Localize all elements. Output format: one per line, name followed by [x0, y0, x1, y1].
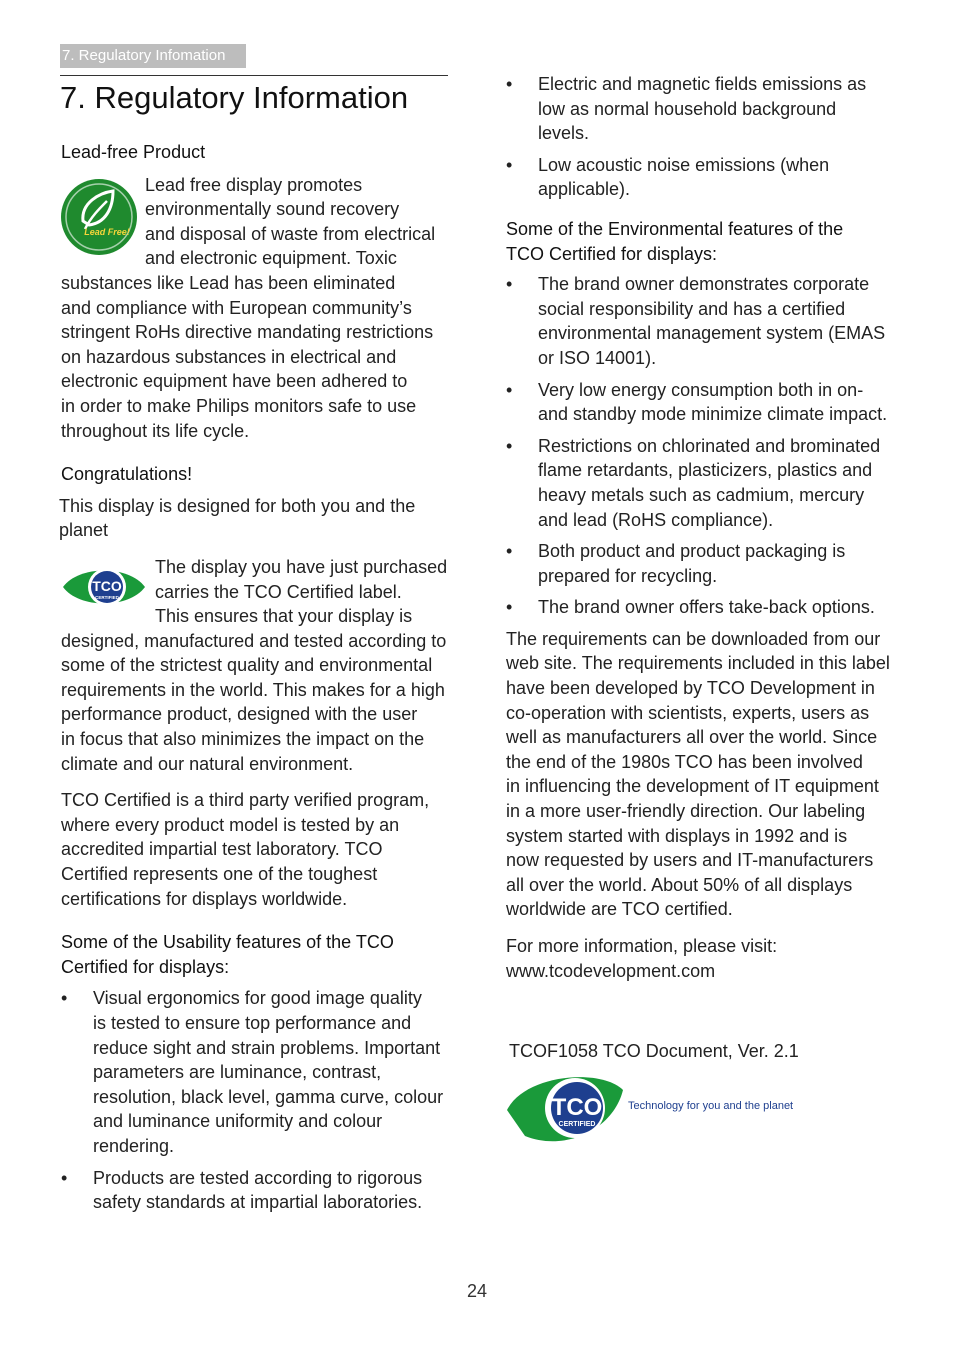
- svg-text:TCO: TCO: [92, 577, 122, 594]
- list-item: • Restrictions on chlorinated and brominated flame retardants, plasticizers, plastics and heavy metals such as cadmium, mercury and lead (RoHS compliance).: [506, 435, 881, 530]
- list-item: • Products are tested according to rigorous safety standards at impartial laboratories.: [61, 1167, 423, 1213]
- document-reference: TCOF1058 TCO Document, Ver. 2.1: [509, 1041, 799, 1062]
- lead-free-heading: Lead-free Product: [61, 142, 206, 162]
- usability-list-continued: [506, 72, 898, 202]
- tco-certified-small-logo-icon: [61, 561, 147, 613]
- usability-heading: Some of the Usability features of the TCO Certified for displays:: [61, 932, 394, 977]
- environmental-heading: Some of the Environmental features of the TCO Certified for displays:: [506, 218, 844, 264]
- list-item: • Visual ergonomics for good image quality is tested to ensure top performance and reduce sight and strain problems. Important parameters are luminance, contrast, resolution, black level, gamma curve, colour and luminance uniformity and colour rendering.: [61, 988, 444, 1156]
- congratulations-intro: This display is designed for both you and the planet: [59, 495, 416, 541]
- list-item: • Very low energy consumption both in on- and standby mode minimize climate impact.: [506, 379, 888, 425]
- lead-free-text: Lead free display promotes environmentally sound recovery and disposal of waste from electrical and electronic equipment. Toxic substances like Lead has been eliminated and compliance with European community’s stringent RoHs directive mandating restrictions on hazardous substances in electrical and electronic equipment have been adhered to in order to make Philips monitors safe to use throughout its life cycle.: [61, 174, 436, 441]
- svg-text:CERTIFIED: CERTIFIED: [558, 1121, 596, 1128]
- tco-website-link[interactable]: www.tcodevelopment.com: [506, 960, 716, 981]
- list-item: • Both product and product packaging is prepared for recycling.: [506, 541, 846, 586]
- list-item: • Low acoustic noise emissions (when applicable).: [506, 154, 830, 200]
- svg-text:TCO: TCO: [551, 1094, 603, 1121]
- tco-tagline: Technology for you and the planet: [628, 1100, 794, 1112]
- left-column: [61, 140, 449, 1222]
- tco-certified-text: The display you have just purchased carries the TCO Certified label. This ensures that your display is designed, manufactured and tested according to some of the strictest quality and environmental requirements in the world. This makes for a high performance product, designed with the user in focus that also minimizes the impact on the climate and our natural environment.: [61, 556, 448, 774]
- environmental-list: [506, 272, 898, 620]
- requirements-paragraph: The requirements can be downloaded from our web site. The requirements included in this label have been developed by TCO Development in co-operation with scientists, experts, users as well as manufacturers all over the world. Since the end of the 1980s TCO has been involved in influencing the development of IT equipment in a more user-friendly direction. Our labeling system started with displays in 1992 and is now requested by users and IT-manufacturers all over the world. About 50% of all displays worldwide are TCO certified.: [506, 628, 890, 920]
- title-rule: [60, 75, 448, 76]
- more-info: For more information, please visit: www.tcodevelopment.com: [506, 934, 898, 983]
- section-tab: 7. Regulatory Infomation: [60, 44, 246, 68]
- svg-text:CERTIFIED: CERTIFIED: [95, 594, 119, 600]
- list-item: • The brand owner offers take-back options.: [506, 597, 875, 618]
- congratulations-heading: Congratulations!: [61, 464, 193, 485]
- page-title: 7. Regulatory Information: [60, 80, 409, 115]
- right-column: [506, 72, 898, 1064]
- lead-free-logo-icon: [61, 177, 137, 257]
- svg-text:Lead Free!: Lead Free!: [84, 226, 130, 237]
- usability-list: [61, 986, 449, 1214]
- list-item: • The brand owner demonstrates corporate social responsibility and has a certified environmental management system (EMAS or ISO 14001).: [506, 274, 886, 368]
- tco-program-paragraph: TCO Certified is a third party verified program, where every product model is tested by an accredited impartial test laboratory. TCO Certified represents one of the toughest certifications for displays worldwide.: [61, 790, 430, 909]
- list-item: • Electric and magnetic fields emissions as low as normal household background levels.: [506, 74, 867, 144]
- page-number: 24: [466, 1281, 488, 1301]
